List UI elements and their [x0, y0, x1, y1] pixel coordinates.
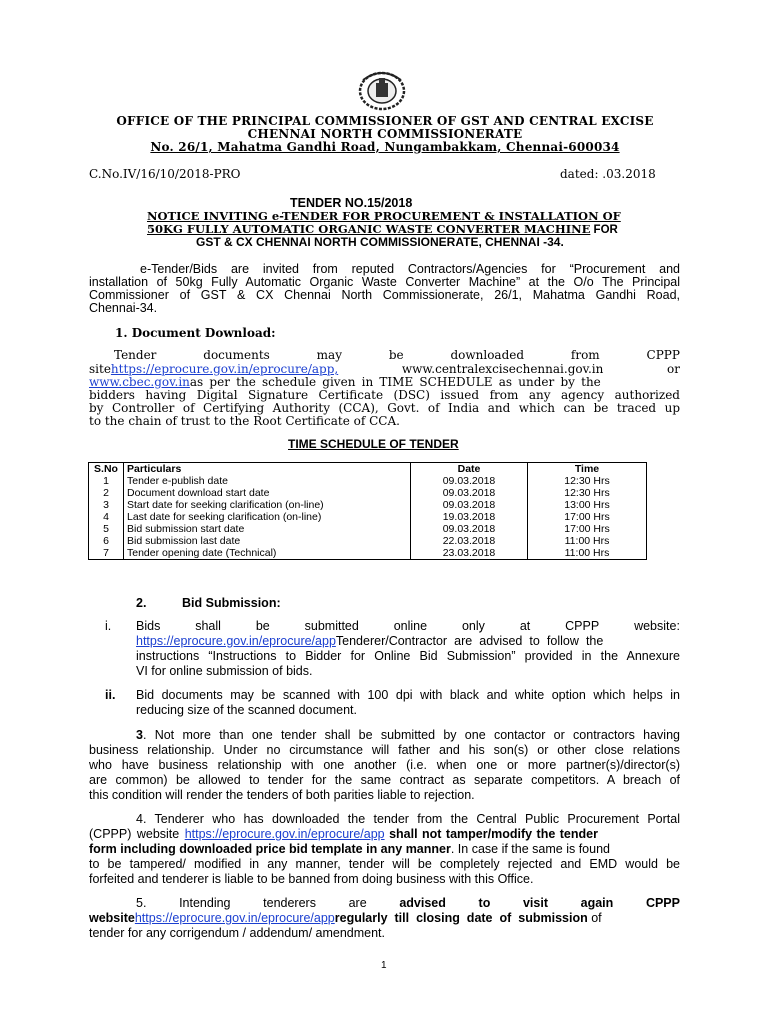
para3-number: 3 [136, 728, 143, 742]
word: Tender [114, 348, 157, 362]
cell-sno: 1 [89, 475, 124, 487]
cell-particulars: Tender e-publish date [124, 475, 411, 487]
para4-line2-a: (CPPP) website [89, 827, 185, 841]
para4-line2-bold: shall not tamper/modify the tender [384, 827, 598, 841]
table-row [89, 535, 647, 547]
eprocure-link[interactable]: https://eprocure.gov.in/eprocure/app [184, 827, 385, 841]
word: online [393, 619, 428, 633]
table-row [89, 499, 647, 511]
word: submitted [304, 619, 359, 633]
page-number: 1 [381, 960, 387, 971]
office-address: No. 26/1, Mahatma Gandhi Road, Nungambakkam, Chennai-600034 [150, 140, 620, 154]
para4-line4: to be tampered/ modified in any manner, tender will be completely rejected and EMD would be [89, 857, 680, 871]
eprocure-link[interactable]: https://eprocure.gov.in/eprocure/app, [110, 362, 339, 376]
cell-date: 09.03.2018 [411, 487, 528, 499]
cell-sno: 2 [89, 487, 124, 499]
para3-line3: who have business relationship with one another (i.e. when one or more partner(s)/director(s) [89, 758, 680, 772]
col-date: Date [411, 463, 528, 476]
word: may [316, 348, 342, 362]
table-header-row [89, 463, 647, 476]
intro-line2: installation of 50kg Fully Automatic Organic Waste Converter Machine” at the O/o The Principal [89, 275, 680, 289]
reference-number: C.No.IV/16/10/2018-PRO [89, 167, 241, 181]
word: documents [203, 348, 270, 362]
cell-time: 11:00 Hrs [528, 547, 647, 560]
document-download-heading: 1. Document Download: [115, 326, 276, 340]
col-sno: S.No [89, 463, 124, 476]
cell-particulars: Bid submission last date [124, 535, 411, 547]
cell-date: 19.03.2018 [411, 511, 528, 523]
word: be [255, 619, 270, 633]
site-word: site [89, 362, 111, 376]
cell-time: 11:00 Hrs [528, 535, 647, 547]
word: downloaded [450, 348, 525, 362]
eprocure-link[interactable]: https://eprocure.gov.in/eprocure/app [136, 634, 336, 648]
dated-field: dated: .03.2018 [560, 167, 656, 181]
para4-line1: 4. Tenderer who has downloaded the tender from the Central Public Procurement Portal [136, 812, 680, 826]
cell-date: 23.03.2018 [411, 547, 528, 560]
notice-title-line2-text: 50KG FULLY AUTOMATIC ORGANIC WASTE CONVERTER MACHINE [147, 222, 591, 236]
para3-line5: this condition will render the tenders of both parities liable to rejection. [89, 788, 475, 802]
para4-line3 [89, 842, 610, 856]
download-line1 [89, 348, 680, 362]
download-line4: bidders having Digital Signature Certificate (DSC) issued from any agency authorized [89, 388, 680, 402]
para5-rest: of [587, 911, 602, 925]
cell-date: 22.03.2018 [411, 535, 528, 547]
download-line6: to the chain of trust to the Root Certificate of CCA. [89, 414, 400, 428]
word: CPPP [565, 619, 600, 633]
item-i-line2 [136, 634, 680, 648]
cell-particulars: Last date for seeking clarification (on-line) [124, 511, 411, 523]
intro-line4: Chennai-34. [89, 301, 158, 315]
word: 5. [136, 896, 147, 910]
cell-time: 17:00 Hrs [528, 511, 647, 523]
notice-title-line2 [147, 222, 618, 236]
word: be [388, 348, 404, 362]
word: Intending [179, 896, 231, 910]
para5-website: website [89, 911, 135, 925]
para4-line3-rest: . In case if the same is found [450, 842, 610, 856]
word: CPPP [645, 896, 680, 910]
cell-particulars: Tender opening date (Technical) [124, 547, 411, 560]
cell-sno: 4 [89, 511, 124, 523]
notice-title-line1-text: NOTICE INVITING e-TENDER FOR PROCUREMENT & INSTALLATION OF [147, 209, 621, 223]
para5-bold: regularly till closing date of submission [334, 911, 588, 925]
word: again [580, 896, 614, 910]
cell-date: 09.03.2018 [411, 475, 528, 487]
para5-line1 [136, 896, 680, 910]
eprocure-link[interactable]: https://eprocure.gov.in/eprocure/app [134, 911, 335, 925]
table-row [89, 487, 647, 499]
office-title: OFFICE OF THE PRINCIPAL COMMISSIONER OF GST AND CENTRAL EXCISE [116, 114, 654, 128]
word: CPPP [646, 348, 680, 362]
word: advised [399, 896, 446, 910]
item-i-label: i. [105, 619, 112, 633]
para5-line2 [89, 911, 680, 925]
item-ii-line1: Bid documents may be scanned with 100 dpi with black and white option which helps in [136, 688, 680, 702]
para3-line1-text: . Not more than one tender shall be submitted by one contactor or contractors having [142, 728, 680, 742]
cell-time: 12:30 Hrs [528, 475, 647, 487]
para3-line1 [136, 728, 680, 742]
para3-line4: are common) be allowed to tender for the same contract as separate competitors. A breach of [89, 773, 680, 787]
para4-line5: forfeited and tenderer is liable to be banned from doing business with this Office. [89, 872, 534, 886]
word: shall [195, 619, 221, 633]
cell-sno: 7 [89, 547, 124, 560]
cell-time: 13:00 Hrs [528, 499, 647, 511]
item-i-line1 [136, 619, 680, 633]
col-particulars: Particulars [124, 463, 411, 476]
word: to [478, 896, 491, 910]
schedule-table [88, 462, 647, 560]
para5-line3: tender for any corrigendum / addendum/ amendment. [89, 926, 386, 940]
cell-sno: 6 [89, 535, 124, 547]
para3-line2: business relationship. Under no circumstance will father and his son(s) or other close relations [89, 743, 680, 757]
notice-title-line1 [147, 209, 621, 223]
table-row [89, 475, 647, 487]
intro-line3: Commissioner of GST & CX Chennai North Commissionerate, 26/1, Mahatma Gandhi Road, [89, 288, 680, 302]
cell-sno: 3 [89, 499, 124, 511]
schedule-title: TIME SCHEDULE OF TENDER [288, 437, 459, 451]
tender-number: TENDER NO.15/2018 [290, 196, 413, 210]
word: visit [522, 896, 548, 910]
table-row [89, 511, 647, 523]
download-line3 [89, 375, 680, 389]
cell-date: 09.03.2018 [411, 499, 528, 511]
site-text [89, 362, 338, 376]
word: from [570, 348, 600, 362]
word: website: [634, 619, 680, 633]
word: tenderers [263, 896, 316, 910]
para4-line3-bold: form including downloaded price bid template in any manner [89, 842, 451, 856]
commissionerate-title: CHENNAI NORTH COMMISSIONERATE [247, 127, 523, 141]
item-i-line3: instructions “Instructions to Bidder for Online Bid Submission” provided in the Annexure [136, 649, 680, 663]
centralexcise-site: www.centralexcisechennai.gov.in [401, 362, 604, 376]
download-line3-rest: as per the schedule given in TIME SCHEDULE as under by the [189, 375, 601, 389]
item-i-line2-rest: Tenderer/Contractor are advised to follow the [335, 634, 604, 648]
word: are [348, 896, 367, 910]
table-row [89, 547, 647, 560]
bid-submission-number: 2. [136, 596, 147, 610]
cell-sno: 5 [89, 523, 124, 535]
cell-particulars: Bid submission start date [124, 523, 411, 535]
word: only [461, 619, 485, 633]
word: at [519, 619, 531, 633]
notice-title-line2-for: FOR [590, 224, 618, 236]
item-ii-label: ii. [105, 688, 116, 702]
cell-date: 09.03.2018 [411, 523, 528, 535]
col-time: Time [528, 463, 647, 476]
cell-particulars: Document download start date [124, 487, 411, 499]
word-or: or [667, 362, 680, 376]
item-i-line4: VI for online submission of bids. [136, 664, 313, 678]
word: Bids [136, 619, 161, 633]
bid-submission-heading: Bid Submission: [182, 596, 281, 610]
cell-time: 17:00 Hrs [528, 523, 647, 535]
download-line2 [89, 362, 680, 376]
cell-time: 12:30 Hrs [528, 487, 647, 499]
cell-particulars: Start date for seeking clarification (on-line) [124, 499, 411, 511]
item-ii-line2: reducing size of the scanned document. [136, 703, 357, 717]
download-line5: by Controller of Certifying Authority (CCA), Govt. of India and which can be traced up [89, 401, 680, 415]
intro-line1: e-Tender/Bids are invited from reputed Contractors/Agencies for “Procurement and [140, 262, 680, 276]
notice-title-line3: GST & CX CHENNAI NORTH COMMISSIONERATE, CHENNAI -34. [196, 235, 564, 249]
para4-line2 [89, 827, 680, 841]
emblem-logo-icon [355, 68, 409, 112]
cbec-link[interactable]: www.cbec.gov.in [89, 375, 190, 389]
table-row [89, 523, 647, 535]
